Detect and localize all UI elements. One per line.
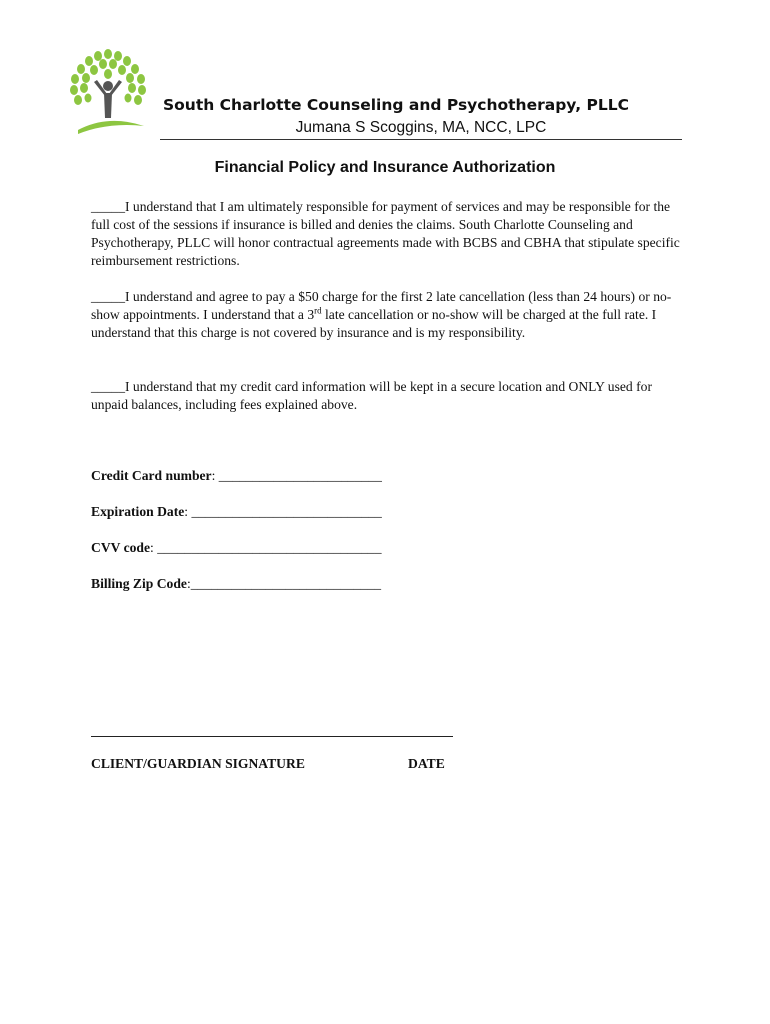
expiration-date-blank[interactable]: ____________________________ (191, 504, 382, 519)
signature-line[interactable] (91, 736, 453, 737)
tree-person-logo (64, 46, 152, 138)
header-divider (160, 139, 682, 140)
organization-name: South Charlotte Counseling and Psychotherapy, PLLC (163, 96, 629, 114)
field-label: CVV code (91, 540, 151, 555)
field-label: Expiration Date (91, 504, 185, 519)
field-separator: : (150, 540, 158, 555)
cvv-code-blank[interactable]: _________________________________ (157, 540, 382, 555)
policy-paragraph-credit-card (91, 378, 681, 414)
field-label: Credit Card number (91, 468, 212, 483)
billing-zip-code-blank[interactable]: ____________________________ (190, 576, 382, 591)
ordinal-suffix: rd (314, 305, 322, 316)
field-label: Billing Zip Code (91, 576, 187, 591)
policy-paragraph-payment (91, 198, 681, 270)
client-signature-label: CLIENT/GUARDIAN SIGNATURE (91, 756, 305, 771)
policy-text: _____I understand that my credit card information will be kept in a secure location and ONLY used for unpaid balances, including fees explained above. (91, 379, 652, 412)
expiration-date-field[interactable] (91, 504, 382, 520)
policy-text: _____I understand and agree to pay a $50 charge for the first 2 late cancellation (less than 24 hours) or no-show appointments. I understand that a 3 (91, 289, 672, 322)
policy-paragraph-cancellation (91, 288, 681, 342)
policy-text: _____I understand that I am ultimately responsible for payment of services and may be responsible for the full cost of the sessions if insurance is billed and denies the claims. South Charlotte Counseling and Psychotherapy, PLLC will honor contractual agreements made with BCBS and CBHA that stipulate specific reimbursement restrictions. (91, 199, 680, 268)
billing-zip-code-field[interactable] (91, 576, 381, 592)
cvv-code-field[interactable] (91, 540, 382, 556)
credit-card-number-blank[interactable]: ________________________ (218, 468, 382, 483)
policy-text: late cancellation or no-show will be charged at the full rate. I understand that this charge is not covered by insurance and is my responsibility. (91, 307, 657, 340)
field-separator: : (211, 468, 219, 483)
credit-card-number-field[interactable] (91, 468, 382, 484)
practitioner-name: Jumana S Scoggins, MA, NCC, LPC (295, 119, 547, 136)
form-title: Financial Policy and Insurance Authorization (214, 159, 556, 176)
field-separator: : (184, 504, 192, 519)
field-separator: : (186, 576, 191, 591)
date-label: DATE (408, 756, 445, 771)
